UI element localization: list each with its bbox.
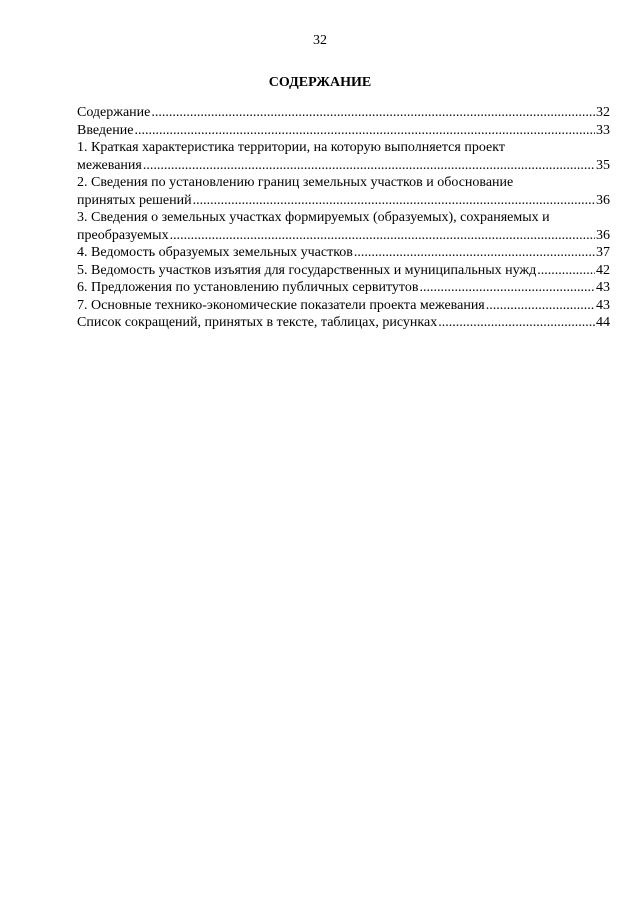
toc-entry-line: [77, 314, 610, 332]
toc-entry-label: Содержание: [77, 105, 151, 120]
toc-entry-label: принятых решений: [77, 192, 192, 208]
toc-entry-page: 43: [596, 297, 610, 313]
toc-leader-dots: [134, 122, 595, 140]
toc-entry-section-2[interactable]: [77, 174, 610, 209]
toc-entry-section-4[interactable]: [77, 244, 610, 262]
toc-leader-dots: [143, 157, 595, 175]
toc-entry-line: [77, 157, 610, 175]
toc-entry-label: 4. Ведомость образуемых земельных участков: [77, 245, 353, 260]
toc-entry-section-5[interactable]: [77, 262, 610, 280]
toc-entry-line: [77, 244, 610, 262]
toc-leader-dots: [419, 279, 595, 297]
toc-entry-label: межевания: [77, 157, 142, 173]
toc-entry-label: Введение: [77, 122, 134, 138]
toc-title: СОДЕРЖАНИЕ: [268, 75, 372, 90]
toc-entry-label: преобразуемых: [77, 227, 169, 243]
toc-entry-label: Список сокращений, принятых в тексте, таблицах, рисунках: [77, 315, 438, 330]
toc-entry-section-6[interactable]: [77, 279, 610, 297]
toc-entry-line: [77, 104, 610, 122]
toc-entry-line: [77, 227, 610, 245]
toc-entry-line: [77, 297, 610, 315]
toc-entry-abbreviations[interactable]: [77, 314, 610, 332]
toc-entry-line: [77, 192, 610, 210]
toc-entry-page: 36: [596, 227, 610, 243]
toc-entry-contents[interactable]: [77, 104, 610, 122]
toc-entry-page: 44: [596, 315, 610, 330]
toc-entry-page: 36: [596, 192, 610, 208]
toc-entry-page: 35: [596, 157, 610, 173]
toc-leader-dots: [151, 104, 595, 122]
toc-entry-label: 6. Предложения по установлению публичных сервитутов: [77, 280, 419, 295]
toc-entry-section-1[interactable]: [77, 139, 610, 174]
toc-leader-dots: [537, 262, 595, 280]
toc-entry-line: [77, 279, 610, 297]
toc-entry-section-7[interactable]: [77, 297, 610, 315]
toc-entry-section-3[interactable]: [77, 209, 610, 244]
toc-entry-introduction[interactable]: [77, 122, 610, 140]
toc-leader-dots: [170, 227, 595, 245]
toc-entry-page: 37: [596, 245, 610, 260]
toc-entry-page: 33: [596, 122, 610, 138]
toc-entry-page: 43: [596, 280, 610, 295]
toc-entry-label-line1: 2. Сведения по установлению границ земельных участков и обоснование: [77, 175, 514, 190]
toc-entry-line: [77, 122, 610, 140]
table-of-contents: [77, 104, 610, 332]
toc-leader-dots: [438, 314, 595, 332]
toc-entry-label-line1: 1. Краткая характеристика территории, на которую выполняется проект: [77, 140, 505, 155]
toc-entry-page: 32: [596, 105, 610, 120]
page-number: 32: [313, 33, 327, 48]
toc-leader-dots: [354, 244, 595, 262]
toc-entry-label: 5. Ведомость участков изъятия для государственных и муниципальных нужд: [77, 262, 537, 278]
toc-leader-dots: [193, 192, 595, 210]
toc-entry-line: [77, 262, 610, 280]
toc-entry-label-line1: 3. Сведения о земельных участках формируемых (образуемых), сохраняемых и: [77, 210, 550, 225]
toc-leader-dots: [486, 297, 595, 315]
toc-entry-page: 42: [596, 262, 610, 278]
toc-entry-label: 7. Основные технико-экономические показатели проекта межевания: [77, 297, 485, 313]
